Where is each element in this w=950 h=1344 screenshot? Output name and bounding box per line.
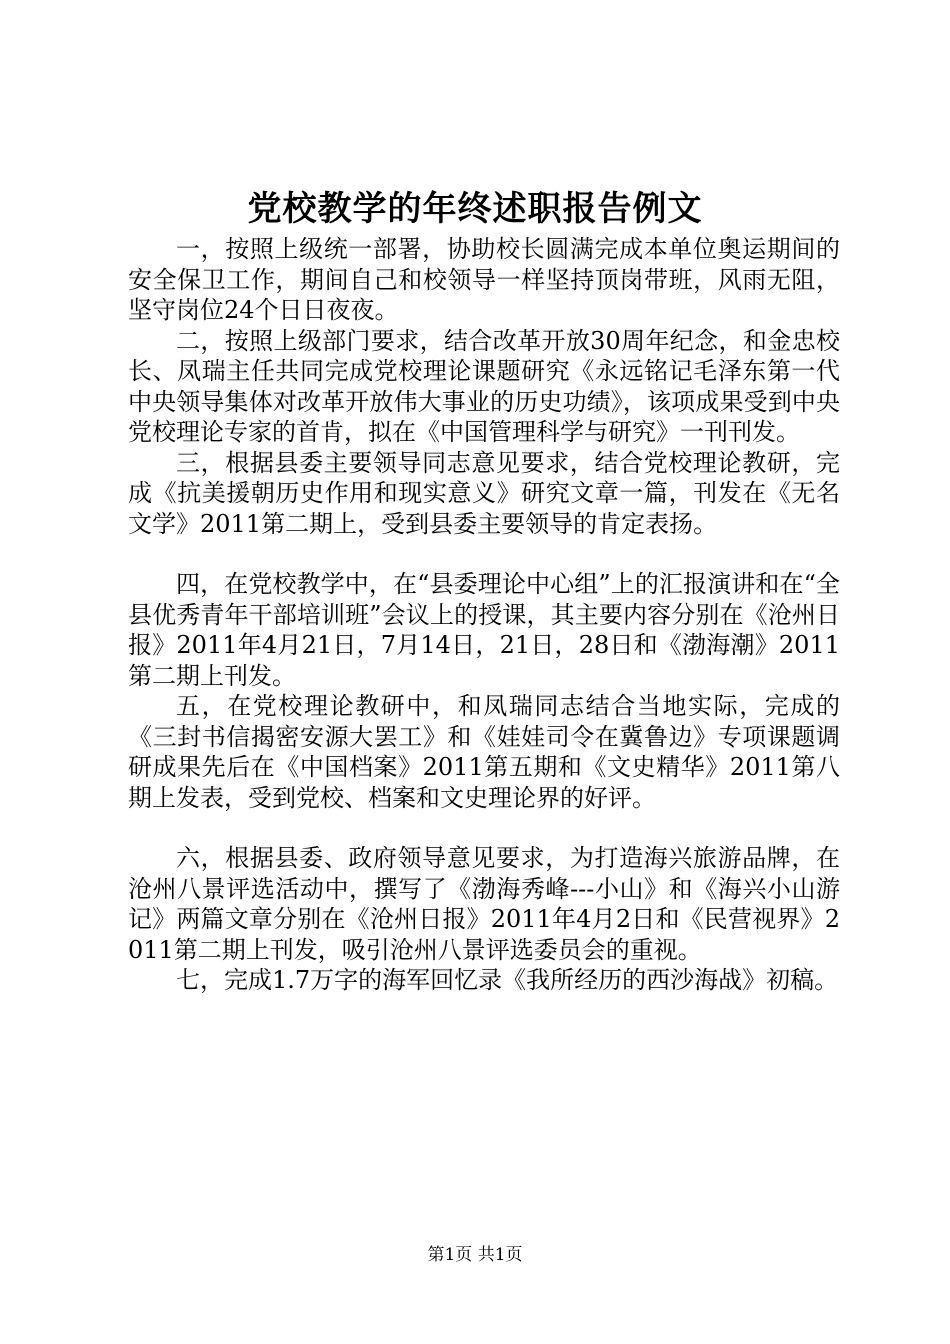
paragraph-4: 四，在党校教学中，在“县委理论中心组”上的汇报演讲和在“全县优秀青年干部培训班”会议上的授课，其主要内容分别在《沧州日报》2011年4月21日，7月14日，21日，28日和《渤海潮》2011第二期上刊发。: [128, 570, 840, 690]
paragraph-7: 七，完成1.7万字的海军回忆录《我所经历的西沙海战》初稿。: [176, 966, 839, 994]
paragraph-5: 五，在党校理论教研中，和凤瑞同志结合当地实际，完成的《三封书信揭密安源大罢工》和《娃娃司令在冀鲁边》专项课题调研成果先后在《中国档案》2011第五期和《文史精华》2011第八期上发表，受到党校、档案和文史理论界的好评。: [128, 692, 840, 812]
page-footer: 第1页 共1页: [427, 1245, 523, 1265]
document-title: 党校教学的年终述职报告例文: [247, 189, 703, 229]
document-body: [128, 234, 840, 996]
paragraph-6: 六，根据县委、政府领导意见要求，为打造海兴旅游品牌，在沧州八景评选活动中，撰写了《渤海秀峰---小山》和《海兴小山游记》两篇文章分别在《沧州日报》2011年4月2日和《民营视界》2011第二期上刊发，吸引沧州八景评选委员会的重视。: [128, 844, 840, 964]
paragraph-1: 一，按照上级统一部署，协助校长圆满完成本单位奥运期间的安全保卫工作，期间自己和校领导一样坚持顶岗带班，风雨无阻，坚守岗位24个日日夜夜。: [128, 235, 840, 324]
paragraph-3: 三，根据县委主要领导同志意见要求，结合党校理论教研，完成《抗美援朝历史作用和现实意义》研究文章一篇，刊发在《无名文学》2011第二期上，受到县委主要领导的肯定表扬。: [128, 448, 840, 538]
paragraph-2: 二，按照上级部门要求，结合改革开放30周年纪念，和金忠校长、凤瑞主任共同完成党校理论课题研究《永远铭记毛泽东第一代中央领导集体对改革开放伟大事业的历史功绩》，该项成果受到中央党校理论专家的首肯，拟在《中国管理科学与研究》一刊刊发。: [128, 326, 840, 446]
